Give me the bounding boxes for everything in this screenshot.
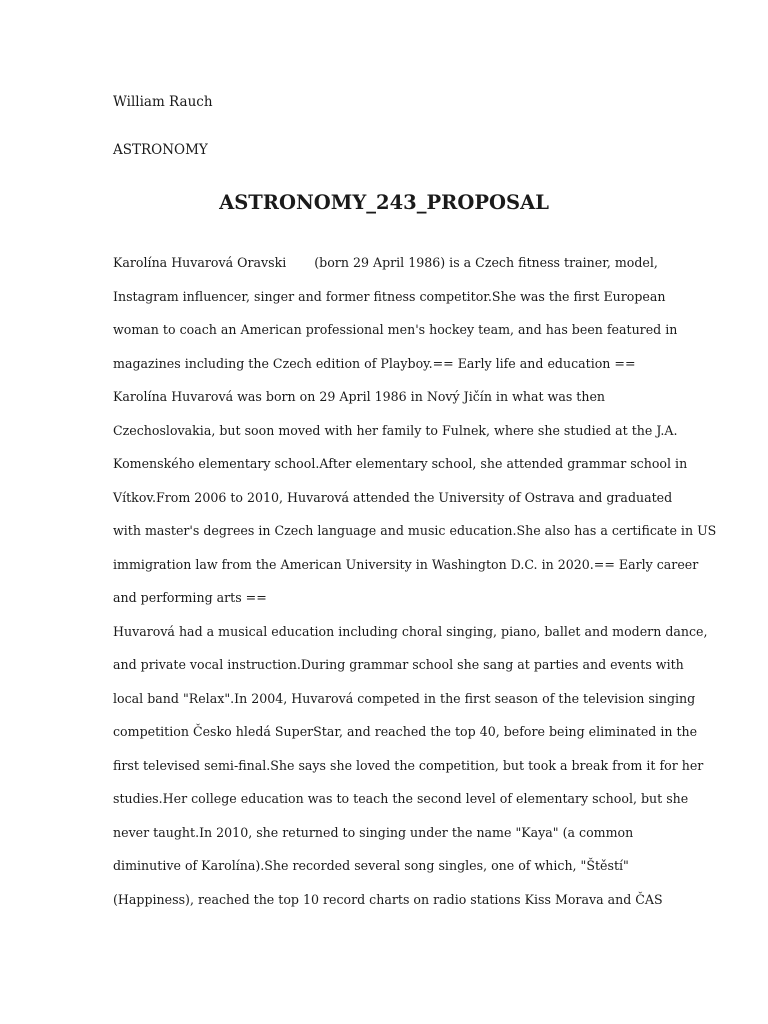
body-line: (Happiness), reached the top 10 record charts on radio stations Kiss Morava and ČAS xyxy=(113,891,663,907)
body-line: studies.Her college education was to teach the second level of elementary school, but she xyxy=(113,791,689,806)
body-line: Karolína Huvarová was born on 29 April 1986 in Nový Jičín in what was then xyxy=(113,389,606,404)
body-line: Instagram influencer, singer and former fitness competitor.She was the first European xyxy=(113,288,666,304)
course-name: ASTRONOMY xyxy=(113,142,208,158)
body-line: immigration law from the American University in Washington D.C. in 2020.== Early career xyxy=(113,556,699,572)
body-line: competition Česko hledá SuperStar, and reached the top 40, before being eliminated in the xyxy=(113,724,698,739)
body-line: and private vocal instruction.During grammar school she sang at parties and events with xyxy=(113,657,684,672)
body-line: and performing arts == xyxy=(113,590,267,605)
body-line: never taught.In 2010, she returned to singing under the name "Kaya" (a common xyxy=(113,824,634,840)
document-title: ASTRONOMY_243_PROPOSAL xyxy=(219,191,549,214)
body-line: with master's degrees in Czech language and music education.She also has a certificate in US xyxy=(113,523,717,538)
body-text xyxy=(113,254,717,924)
author-name: William Rauch xyxy=(113,94,213,110)
body-line: Karolína Huvarová Oravski (born 29 April 1986) is a Czech fitness trainer, model, xyxy=(113,255,658,270)
body-line: first televised semi-final.She says she loved the competition, but took a break from it for her xyxy=(113,757,704,773)
body-line: local band "Relax".In 2004, Huvarová competed in the first season of the television singing xyxy=(113,690,696,706)
body-line: woman to coach an American professional men's hockey team, and has been featured in xyxy=(113,322,678,337)
body-line: Huvarová had a musical education including choral singing, piano, ballet and modern dance, xyxy=(113,623,708,639)
body-line: magazines including the Czech edition of Playboy.== Early life and education == xyxy=(113,355,636,371)
body-line: diminutive of Karolína).She recorded several song singles, one of which, "Štěstí" xyxy=(113,858,629,873)
body-line: Komenského elementary school.After elementary school, she attended grammar school in xyxy=(113,456,688,471)
body-line: Czechoslovakia, but soon moved with her family to Fulnek, where she studied at the J.A. xyxy=(113,422,678,438)
body-line: Vítkov.From 2006 to 2010, Huvarová attended the University of Ostrava and graduated xyxy=(113,489,673,505)
